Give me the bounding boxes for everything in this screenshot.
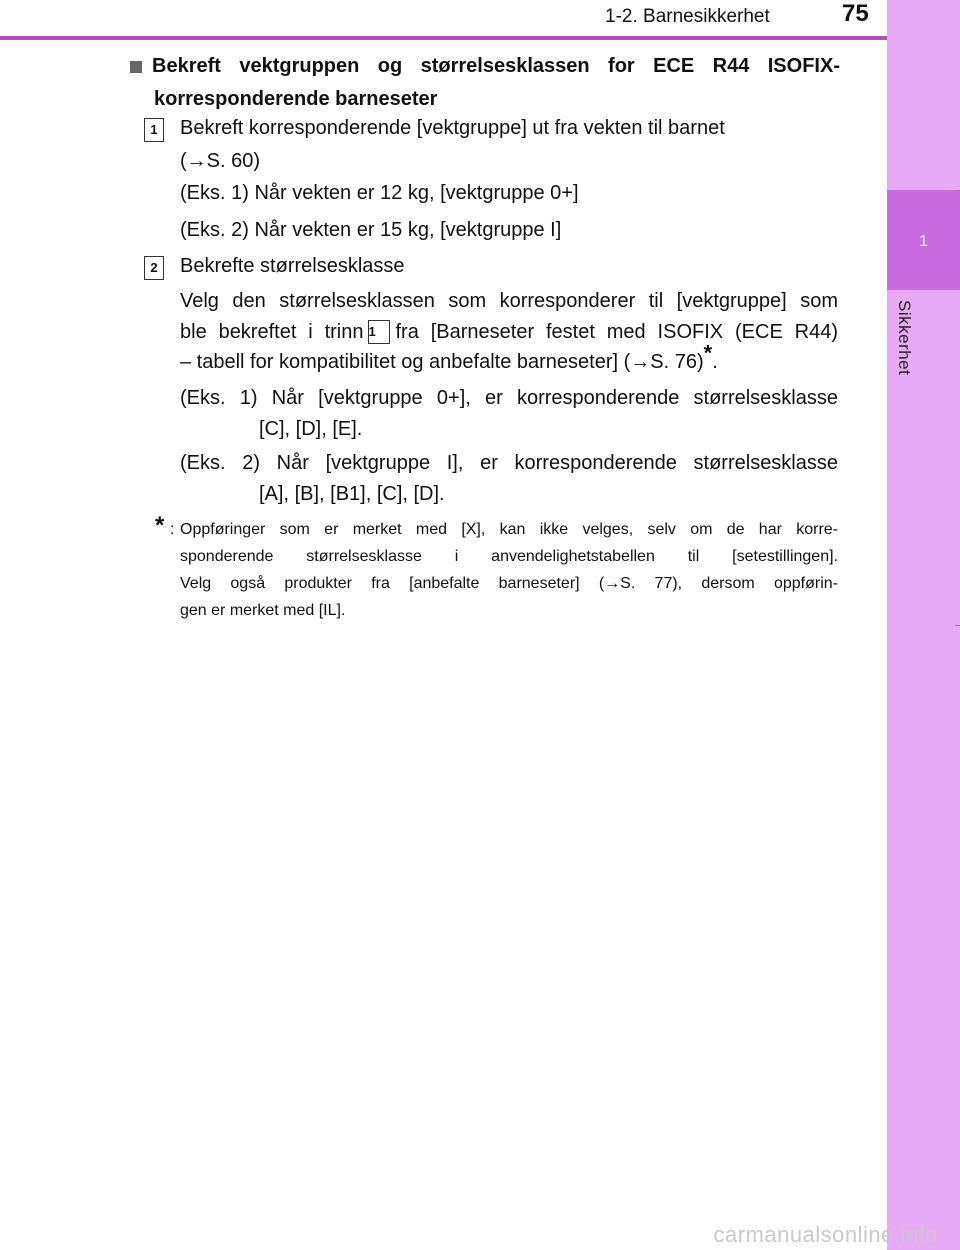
heading-line-1: [152, 50, 840, 83]
step-2-example-1-line-2: [C], [D], [E].: [259, 418, 363, 440]
heading-word: Bekreft: [152, 55, 221, 77]
heading-word: størrelsesklassen: [420, 55, 590, 77]
heading-word: for: [608, 55, 635, 77]
step-1-text: Bekreft korresponderende [vektgruppe] ut fra vekten til barnet: [180, 117, 725, 139]
chapter-side-tab: [887, 0, 960, 1250]
step-2-example-2-line-2: [A], [B], [B1], [C], [D].: [259, 483, 445, 505]
step-2-example-2: [180, 447, 838, 511]
step-2-example-1: [180, 382, 838, 446]
heading-word: R44: [712, 55, 750, 77]
heading-word: ECE: [653, 55, 695, 77]
footnote-line-2: sponderende størrelsesklasse i anvendelighetstabellen til [setestillingen].: [180, 548, 838, 565]
page-number: 75: [842, 0, 869, 27]
asterisk-marker: *: [703, 340, 713, 366]
step-1-example-1: (Eks. 1) Når vekten er 12 kg, [vektgruppe 0+]: [180, 182, 579, 204]
heading-word: ISOFIX-: [767, 55, 840, 77]
step-2-title: Bekrefte størrelsesklasse: [180, 255, 405, 277]
tab-tick-top: [955, 190, 960, 191]
heading-word: vektgruppen: [239, 55, 360, 77]
step-2-line-3-text: – tabell for kompatibilitet og anbefalte barneseter] (→S. 76): [180, 351, 704, 373]
step-1-example-2: (Eks. 2) Når vekten er 15 kg, [vektgruppe I]: [180, 219, 562, 241]
footnote-line-4: gen er merket med [IL].: [180, 602, 346, 619]
step-2-line-3[interactable]: [180, 340, 838, 379]
header-rule: [0, 36, 887, 40]
footnote-line-3[interactable]: Velg også produkter fra [anbefalte barneseter] (→S. 77), dersom oppførin-: [180, 575, 838, 592]
footnote-colon: :: [170, 521, 175, 538]
footnote: [155, 512, 838, 624]
step-1-badge: 1: [144, 118, 164, 142]
chapter-label: Sikkerhet: [895, 300, 914, 376]
step-2-line-3-period: .: [712, 351, 718, 373]
step-2-line-1: Velg den størrelsesklassen som korresponderer til [vektgruppe] som: [180, 290, 838, 312]
watermark: carmanualsonline.info: [713, 1222, 938, 1247]
step-2-example-1-line-1: (Eks. 1) Når [vektgruppe 0+], er korresponderende størrelsesklasse: [180, 387, 838, 409]
square-bullet-icon: [130, 61, 142, 73]
section-title: 1-2. Barnesikkerhet: [605, 6, 770, 27]
footnote-asterisk: *: [155, 512, 165, 539]
footnote-line-1: Oppføringer som er merket med [X], kan ikke velges, selv om de har korre-: [180, 521, 838, 538]
step-1-inline-badge: 1: [368, 320, 390, 344]
step-2-example-2-line-1: (Eks. 2) Når [vektgruppe I], er korresponderende størrelsesklasse: [180, 452, 838, 474]
section-heading: [130, 50, 840, 116]
step-2-line-2-start: ble bekreftet i trinn: [180, 321, 364, 343]
step-2-line-2: [180, 316, 838, 349]
heading-line-2: korresponderende barneseter: [154, 88, 438, 110]
step-1-reference[interactable]: (→S. 60): [180, 150, 261, 172]
chapter-number: 1: [919, 233, 928, 250]
tab-tick-bottom: [955, 625, 960, 626]
step-2-line-2-end: fra [Barneseter festet med ISOFIX (ECE R44): [395, 321, 839, 343]
heading-word: og: [377, 55, 403, 77]
step-2-badge: 2: [144, 256, 164, 280]
